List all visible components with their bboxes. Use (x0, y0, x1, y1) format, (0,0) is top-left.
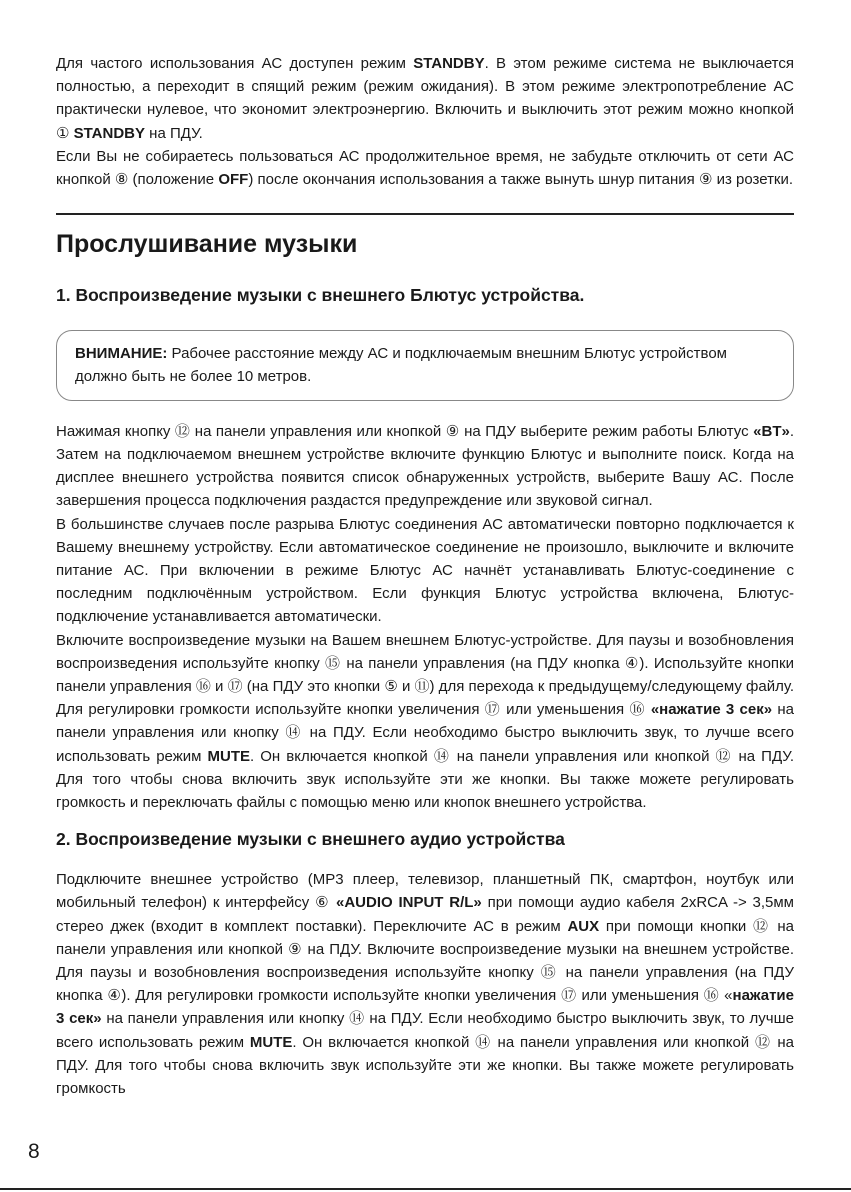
text-run: Рабочее расстояние между АС и подключаемым внешним Блютус устройством должно быть не более 10 метров. (75, 344, 727, 385)
text-run: на панели управления или кнопку ⑭ на ПДУ. Если необходимо быстро выключить звук, то лучше всего использовать режим (56, 1010, 794, 1051)
bold-text-run: «BT» (753, 422, 790, 440)
section-1-body (56, 420, 794, 814)
page-content (56, 52, 794, 1100)
text-run: на ПДУ. (145, 124, 203, 142)
bold-text-run: нажатие 3 сек» (56, 987, 794, 1028)
intro-paragraph-standby (56, 52, 794, 145)
bold-text-run: AUX (567, 917, 600, 935)
bold-text-run: STANDBY (73, 124, 146, 142)
bold-text-run: ВНИМАНИЕ: (75, 344, 168, 362)
page-bottom-rule (0, 1188, 851, 1190)
intro-paragraph-power-off (56, 145, 794, 191)
bold-text-run: «AUDIO INPUT R/L» (336, 894, 482, 912)
section-1-paragraph-pairing (56, 420, 794, 513)
text-run: . Он включается кнопкой ⑭ на панели управления или кнопкой ⑫ на ПДУ. Для того чтобы снова включить звук используйте эти же кнопки. Вы также можете регулировать громкость и переключать файлы с помощью меню или кнопок внешнего устройства. (56, 747, 794, 811)
text-run: Подключите внешнее устройство (MP3 плеер, телевизор, планшетный ПК, смартфон, ноутбук или мобильный телефон) к интерфейсу ⑥ (56, 871, 794, 912)
text-run: . Он включается кнопкой ⑭ на панели управления или кнопкой ⑫ на ПДУ. Для того чтобы снова включить звук используйте эти же кнопки. Вы также можете регулировать громкость (56, 1033, 794, 1097)
page-number: 8 (28, 1140, 40, 1163)
bold-text-run: MUTE (207, 747, 250, 765)
text-run: В большинстве случаев после разрыва Блютус соединения АС автоматически повторно подключается к Вашему внешнему устройству. Если автоматическое соединение не произошло, выключите и включите питание АС. При включении в режиме Блютус АС начнёт устанавливать Блютус-соединение с последним подключённым устройством. Если функция Блютус устройства включена, Блютус-подключение устанавливается автоматически. (56, 515, 794, 626)
page-heading: Прослушивание музыки (56, 229, 358, 258)
bold-text-run: STANDBY (413, 55, 485, 72)
section-divider (56, 213, 794, 215)
text-run: Если Вы не собираетесь пользоваться АС продолжительное время, не забудьте отключить от сети АС кнопкой ⑧ (положение (56, 147, 794, 189)
text-run: на панели управления или кнопку ⑭ на ПДУ. Если необходимо быстро выключить звук, то лучше всего использовать режим (56, 701, 794, 765)
warning-box (56, 330, 794, 401)
section-2-title: 2. Воспроизведение музыки с внешнего аудио устройства (56, 829, 565, 850)
text-run: . Затем на подключаемом внешнем устройстве включите функцию Блютус и выполните поиск. Когда на дисплее внешнего устройства появится список обнаруженных устройств, выберите Вашу АС. После завершения процесса подключения раздастся предупреждение или звуковой сигнал. (56, 422, 794, 510)
section-1-title: 1. Воспроизведение музыки с внешнего Блютус устройства. (56, 284, 585, 305)
warning-text (75, 345, 727, 385)
text-run: . В этом режиме система не выключается полностью, а переходит в спящий режим (режим ожидания). В этом режиме электропотребление АС практически нулевое, что экономит электроэнергию. Включить и выключить этот режим можно кнопкой ① (56, 55, 794, 142)
section-2-paragraph-aux (56, 868, 794, 1100)
text-run: Для частого использования АС доступен режим (56, 55, 414, 72)
text-run: Включите воспроизведение музыки на Вашем внешнем Блютус-устройстве. Для паузы и возобновления воспроизведения используйте кнопку ⑮ на панели управления (на ПДУ кнопка ④). Используйте кнопки панели управления ⑯ и ⑰ (на ПДУ это кнопки ⑤ и ⑪) для перехода к предыдущему/следующему файлу. Для регулировки громкости используйте кнопки увеличения ⑰ или уменьшения ⑯ (56, 631, 794, 719)
section-2-body (56, 868, 794, 1100)
text-run: при помощи аудио кабеля 2xRCA -> 3,5мм стерео джек (входит в комплект поставки). Переключите АС в режим (56, 894, 794, 935)
section-1-paragraph-playback (56, 629, 794, 815)
text-run: ) после окончания использования а также вынуть шнур питания ⑨ из розетки. (248, 171, 794, 189)
bold-text-run: OFF (218, 171, 249, 189)
text-run: Нажимая кнопку ⑫ на панели управления или кнопкой ⑨ на ПДУ выберите режим работы Блютус (56, 422, 754, 440)
section-1-paragraph-reconnect (56, 513, 794, 629)
bold-text-run: «нажатие 3 сек» (650, 701, 773, 719)
bold-text-run: MUTE (249, 1033, 293, 1051)
text-run: при помощи кнопки ⑫ на панели управления или кнопкой ⑨ на ПДУ. Включите воспроизведение музыки на внешнем устройстве. Для паузы и возобновления воспроизведения используйте кнопку ⑮ на панели управления (на ПДУ кнопка ④). Для регулировки громкости используйте кнопки увеличения ⑰ или уменьшения ⑯ « (56, 917, 794, 1005)
